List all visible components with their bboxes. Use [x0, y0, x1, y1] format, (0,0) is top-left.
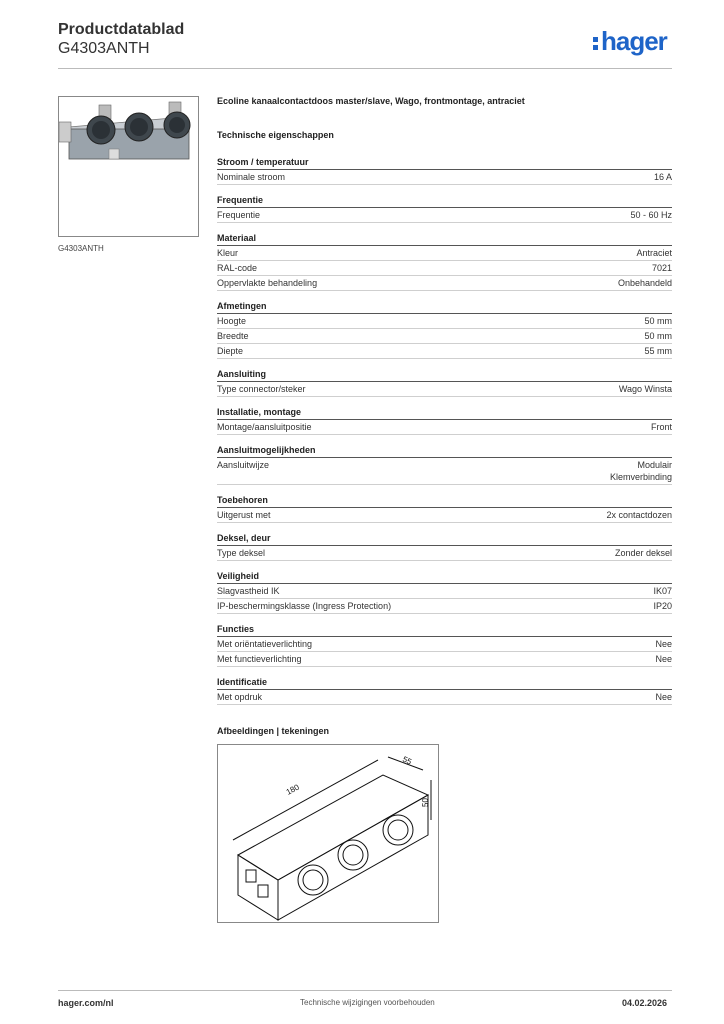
spec-group-title: Functies: [217, 623, 672, 637]
technical-drawing: [217, 744, 439, 923]
spec-value-line: Wago Winsta: [618, 384, 672, 394]
spec-label: Oppervlakte behandeling: [217, 278, 318, 288]
logo-text: hager: [601, 26, 667, 56]
spec-row: [217, 652, 672, 667]
dim-depth-label: 55: [401, 754, 414, 767]
spec-group-title: Veiligheid: [217, 570, 672, 584]
spec-row: [217, 584, 672, 599]
spec-value-line: IP20: [653, 601, 672, 611]
spec-label: Aansluitwijze: [217, 460, 270, 470]
spec-group-title: Installatie, montage: [217, 406, 672, 420]
spec-label: Diepte: [217, 346, 244, 356]
spec-row: [217, 261, 672, 276]
spec-row: [217, 344, 672, 359]
spec-row: [217, 458, 672, 485]
dimension-drawing-icon: [218, 745, 438, 922]
spec-value-line: Nee: [655, 639, 672, 649]
spec-label: Slagvastheid IK: [217, 586, 280, 596]
spec-group-title: Aansluitmogelijkheden: [217, 444, 672, 458]
spec-group: [217, 194, 672, 223]
spec-value: [653, 585, 672, 597]
spec-value-line: Nee: [655, 654, 672, 664]
spec-group: [217, 623, 672, 667]
spec-label: Montage/aansluitpositie: [217, 422, 312, 432]
spec-row: [217, 599, 672, 614]
spec-value-line: 50 mm: [644, 316, 672, 326]
spec-label: Frequentie: [217, 210, 261, 220]
spec-value-line: Front: [650, 422, 672, 432]
spec-group: [217, 494, 672, 523]
spec-value: [655, 638, 672, 650]
spec-group: [217, 406, 672, 435]
spec-value: [610, 459, 672, 483]
spec-label: Type connector/steker: [217, 384, 306, 394]
spec-value: [651, 421, 672, 433]
spec-value: [615, 547, 672, 559]
spec-group-title: Stroom / temperatuur: [217, 156, 672, 170]
spec-label: Uitgerust met: [217, 510, 271, 520]
spec-value-line: 55 mm: [644, 346, 672, 356]
spec-value: [644, 315, 672, 327]
spec-value-line: Zonder deksel: [614, 548, 672, 558]
spec-value-line: Onbehandeld: [617, 278, 672, 288]
spec-label: Met oriëntatieverlichting: [217, 639, 313, 649]
spec-row: [217, 637, 672, 652]
spec-group: [217, 570, 672, 614]
spec-group: [217, 444, 672, 485]
spec-value-line: Nee: [655, 692, 672, 702]
spec-group: [217, 532, 672, 561]
photo-caption: G4303ANTH: [58, 244, 104, 253]
spec-value-line: 16 A: [653, 172, 672, 182]
spec-row: [217, 329, 672, 344]
spec-value-line: Antraciet: [636, 248, 672, 258]
spec-value-line: 7021: [651, 263, 672, 273]
product-code: G4303ANTH: [58, 40, 150, 57]
drawings-title: Afbeeldingen | tekeningen: [217, 726, 330, 736]
spec-group-title: Afmetingen: [217, 300, 672, 314]
product-description: Ecoline kanaalcontactdoos master/slave, Wago, frontmontage, antraciet: [217, 96, 525, 106]
spec-value: [606, 509, 672, 521]
dim-length-label: 180: [284, 782, 301, 797]
spec-row: [217, 276, 672, 291]
spec-label: Hoogte: [217, 316, 247, 326]
spec-value: [655, 653, 672, 665]
spec-value: [644, 330, 672, 342]
socket-strip-photo-icon: [59, 97, 198, 236]
spec-group-title: Identificatie: [217, 676, 672, 690]
page-title: Productdatablad: [58, 21, 185, 38]
spec-row: [217, 546, 672, 561]
spec-label: RAL-code: [217, 263, 258, 273]
spec-value: [619, 383, 672, 395]
spec-value-line: 2x contactdozen: [606, 510, 672, 520]
spec-row: [217, 314, 672, 329]
spec-group-title: Frequentie: [217, 194, 672, 208]
spec-value-line: Modulair: [637, 460, 672, 470]
spec-row: [217, 508, 672, 523]
spec-group: [217, 300, 672, 359]
footer-divider: [58, 990, 672, 991]
spec-label: Kleur: [217, 248, 239, 258]
spec-group: [217, 156, 672, 185]
hager-logo: [593, 26, 667, 57]
spec-group: [217, 676, 672, 705]
spec-value-line: Klemverbinding: [609, 472, 672, 482]
spec-value-line: 50 mm: [644, 331, 672, 341]
spec-value-line: IK07: [653, 586, 672, 596]
spec-group-title: Aansluiting: [217, 368, 672, 382]
spec-row: [217, 382, 672, 397]
spec-value: [630, 209, 672, 221]
spec-row: [217, 690, 672, 705]
spec-value-line: 50 - 60 Hz: [630, 210, 672, 220]
spec-value: [618, 277, 672, 289]
spec-table: [217, 156, 672, 714]
footer-notice: Technische wijzigingen voorbehouden: [300, 998, 435, 1007]
spec-label: Nominale stroom: [217, 172, 286, 182]
spec-value: [653, 600, 672, 612]
spec-group-title: Deksel, deur: [217, 532, 672, 546]
spec-value: [644, 345, 672, 357]
spec-group: [217, 232, 672, 291]
spec-value: [655, 691, 672, 703]
spec-value: [652, 262, 672, 274]
spec-value: [654, 171, 672, 183]
spec-group: [217, 368, 672, 397]
footer-date: 04.02.2026: [622, 998, 668, 1008]
spec-row: [217, 420, 672, 435]
spec-row: [217, 246, 672, 261]
footer-website[interactable]: hager.com/nl: [58, 998, 114, 1008]
section-title: Technische eigenschappen: [217, 130, 334, 140]
spec-group-title: Materiaal: [217, 232, 672, 246]
spec-value: [636, 247, 672, 259]
header-divider: [58, 68, 672, 69]
spec-label: Met opdruk: [217, 692, 263, 702]
spec-row: [217, 208, 672, 223]
spec-label: Breedte: [217, 331, 249, 341]
spec-label: Type deksel: [217, 548, 266, 558]
spec-row: [217, 170, 672, 185]
spec-label: IP-beschermingsklasse (Ingress Protection): [217, 601, 392, 611]
dim-height-label: 50: [421, 798, 430, 807]
spec-label: Met functieverlichting: [217, 654, 302, 664]
product-photo: [58, 96, 199, 237]
spec-group-title: Toebehoren: [217, 494, 672, 508]
